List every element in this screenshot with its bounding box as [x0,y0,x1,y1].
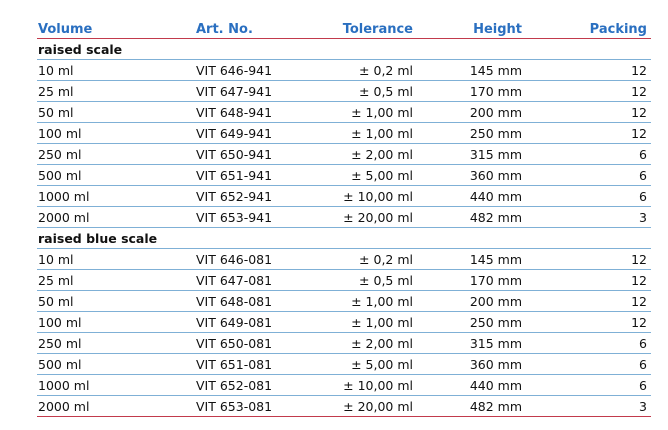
cell-tolerance: ± 10,00 ml [318,375,413,396]
cell-volume: 100 ml [37,123,196,144]
table-row [37,186,651,207]
cell-tolerance: ± 5,00 ml [318,354,413,375]
cell-packing: 3 [522,207,651,228]
cell-art-no: VIT 652-081 [196,375,318,396]
cell-height: 440 mm [413,186,522,207]
cell-packing: 12 [522,123,651,144]
cell-packing: 6 [522,333,651,354]
cell-packing: 6 [522,186,651,207]
column-header-art-no: Art. No. [196,20,318,39]
group-title: raised blue scale [37,228,651,249]
cell-art-no: VIT 647-941 [196,81,318,102]
column-header-height: Height [413,20,522,39]
cell-art-no: VIT 649-081 [196,312,318,333]
cell-tolerance: ± 10,00 ml [318,186,413,207]
cell-packing: 12 [522,291,651,312]
cell-height: 315 mm [413,333,522,354]
cell-height: 200 mm [413,102,522,123]
cell-volume: 100 ml [37,312,196,333]
cell-volume: 500 ml [37,165,196,186]
cell-packing: 6 [522,375,651,396]
column-header-volume: Volume [37,20,196,39]
cell-volume: 50 ml [37,291,196,312]
cell-tolerance: ± 0,5 ml [318,81,413,102]
cell-volume: 25 ml [37,81,196,102]
cell-tolerance: ± 20,00 ml [318,396,413,417]
column-header-packing: Packing [522,20,651,39]
table-row [37,333,651,354]
cell-tolerance: ± 1,00 ml [318,123,413,144]
cell-art-no: VIT 650-081 [196,333,318,354]
cell-volume: 25 ml [37,270,196,291]
cell-art-no: VIT 651-081 [196,354,318,375]
cell-volume: 250 ml [37,144,196,165]
table-row [37,270,651,291]
table-row [37,396,651,417]
cell-tolerance: ± 2,00 ml [318,144,413,165]
cell-height: 360 mm [413,354,522,375]
cell-height: 482 mm [413,396,522,417]
cell-volume: 1000 ml [37,186,196,207]
table-header-row [37,20,651,39]
cell-art-no: VIT 650-941 [196,144,318,165]
cell-art-no: VIT 653-081 [196,396,318,417]
table-row [37,375,651,396]
cell-height: 250 mm [413,123,522,144]
cell-packing: 12 [522,102,651,123]
cell-tolerance: ± 0,2 ml [318,60,413,81]
cell-height: 315 mm [413,144,522,165]
product-spec-table [37,20,651,417]
cell-tolerance: ± 1,00 ml [318,312,413,333]
cell-volume: 250 ml [37,333,196,354]
cell-tolerance: ± 2,00 ml [318,333,413,354]
cell-height: 440 mm [413,375,522,396]
cell-tolerance: ± 1,00 ml [318,291,413,312]
cell-tolerance: ± 20,00 ml [318,207,413,228]
cell-art-no: VIT 647-081 [196,270,318,291]
table-row [37,81,651,102]
cell-art-no: VIT 652-941 [196,186,318,207]
cell-volume: 500 ml [37,354,196,375]
table-row [37,354,651,375]
cell-art-no: VIT 646-941 [196,60,318,81]
cell-tolerance: ± 0,2 ml [318,249,413,270]
group-header-row [37,228,651,249]
cell-height: 482 mm [413,207,522,228]
cell-packing: 6 [522,144,651,165]
cell-height: 170 mm [413,81,522,102]
table-row [37,291,651,312]
cell-volume: 10 ml [37,60,196,81]
cell-volume: 2000 ml [37,207,196,228]
cell-packing: 12 [522,81,651,102]
cell-height: 170 mm [413,270,522,291]
cell-packing: 12 [522,270,651,291]
cell-volume: 2000 ml [37,396,196,417]
cell-height: 145 mm [413,249,522,270]
cell-height: 200 mm [413,291,522,312]
cell-height: 360 mm [413,165,522,186]
table-row [37,123,651,144]
cell-volume: 50 ml [37,102,196,123]
cell-art-no: VIT 649-941 [196,123,318,144]
cell-tolerance: ± 1,00 ml [318,102,413,123]
cell-packing: 6 [522,165,651,186]
column-header-tolerance: Tolerance [318,20,413,39]
table-row [37,249,651,270]
table-body [37,39,651,417]
table-row [37,144,651,165]
cell-art-no: VIT 653-941 [196,207,318,228]
cell-volume: 10 ml [37,249,196,270]
cell-height: 250 mm [413,312,522,333]
cell-art-no: VIT 648-081 [196,291,318,312]
table-row [37,165,651,186]
cell-art-no: VIT 646-081 [196,249,318,270]
cell-packing: 12 [522,249,651,270]
cell-packing: 12 [522,60,651,81]
cell-height: 145 mm [413,60,522,81]
group-title: raised scale [37,39,651,60]
cell-tolerance: ± 5,00 ml [318,165,413,186]
cell-art-no: VIT 648-941 [196,102,318,123]
group-header-row [37,39,651,60]
table-row [37,312,651,333]
cell-tolerance: ± 0,5 ml [318,270,413,291]
cell-packing: 6 [522,354,651,375]
cell-art-no: VIT 651-941 [196,165,318,186]
table-row [37,60,651,81]
table-row [37,102,651,123]
cell-packing: 12 [522,312,651,333]
cell-packing: 3 [522,396,651,417]
table-row [37,207,651,228]
cell-volume: 1000 ml [37,375,196,396]
